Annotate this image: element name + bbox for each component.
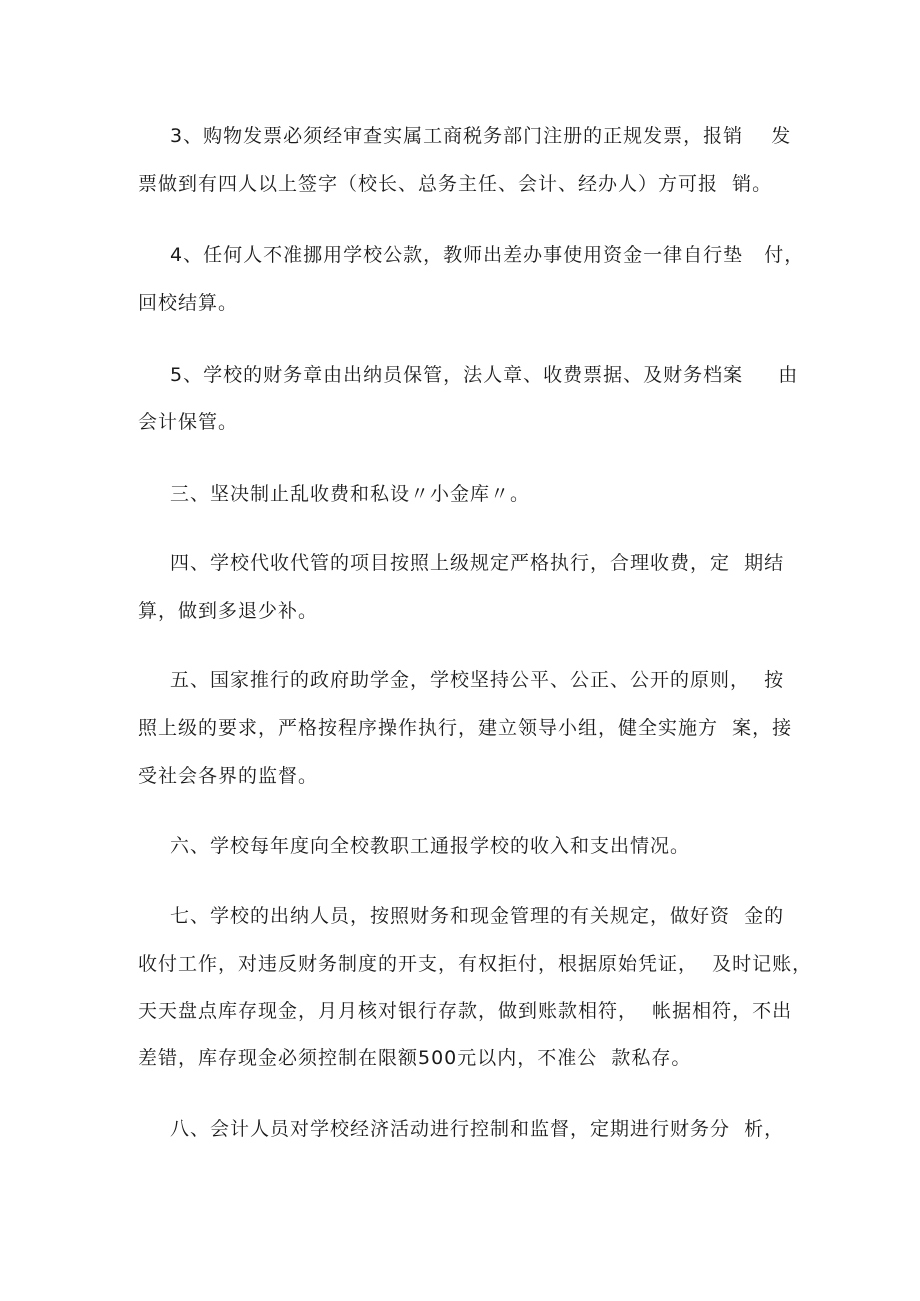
section-4-line-2: 算，做到多退少补。 <box>138 600 319 622</box>
section-3-heading: 三、坚决制止乱收费和私设〃小金库〃。 <box>170 483 531 505</box>
paragraph-3-line-1: 3、购物发票必须经审查实属工商税务部门注册的正规发票，报销 发 <box>170 125 792 147</box>
section-7-line-4: 差错，库存现金必须控制在限额500元以内，不准公 款私存。 <box>138 1047 692 1069</box>
section-8-line-1: 八、会计人员对学校经济活动进行控制和监督，定期进行财务分 析， <box>170 1118 785 1140</box>
paragraph-5-line-2: 会计保管。 <box>138 411 239 433</box>
paragraph-3-line-2: 票做到有四人以上签字（校长、总务主任、会计、经办人）方可报 销。 <box>138 173 773 195</box>
section-7-line-3: 天天盘点库存现金，月月核对银行存款，做到账款相符， 帐据相符，不出 <box>138 1000 793 1022</box>
section-4-line-1: 四、学校代收代管的项目按照上级规定严格执行，合理收费，定 期结 <box>170 552 785 574</box>
section-7-line-1: 七、学校的出纳人员，按照财务和现金管理的有关规定，做好资 金的 <box>170 905 785 927</box>
paragraph-5-line-1: 5、学校的财务章由出纳员保管，法人章、收费票据、及财务档案 由 <box>170 364 799 386</box>
paragraph-4-line-2: 回校结算。 <box>138 292 239 314</box>
section-5-line-3: 受社会各界的监督。 <box>138 765 319 787</box>
section-5-line-1: 五、国家推行的政府助学金，学校坚持公平、公正、公开的原则， 按 <box>170 669 785 691</box>
section-7-line-2: 收付工作，对违反财务制度的开支，有权拒付，根据原始凭证， 及时记账， <box>138 953 813 975</box>
section-5-line-2: 照上级的要求，严格按程序操作执行，建立领导小组，健全实施方 案，接 <box>138 717 793 739</box>
section-6-heading: 六、学校每年度向全校教职工通报学校的收入和支出情况。 <box>170 835 691 857</box>
paragraph-4-line-1: 4、任何人不准挪用学校公款，教师出差办事使用资金一律自行垫 付， <box>170 244 805 266</box>
